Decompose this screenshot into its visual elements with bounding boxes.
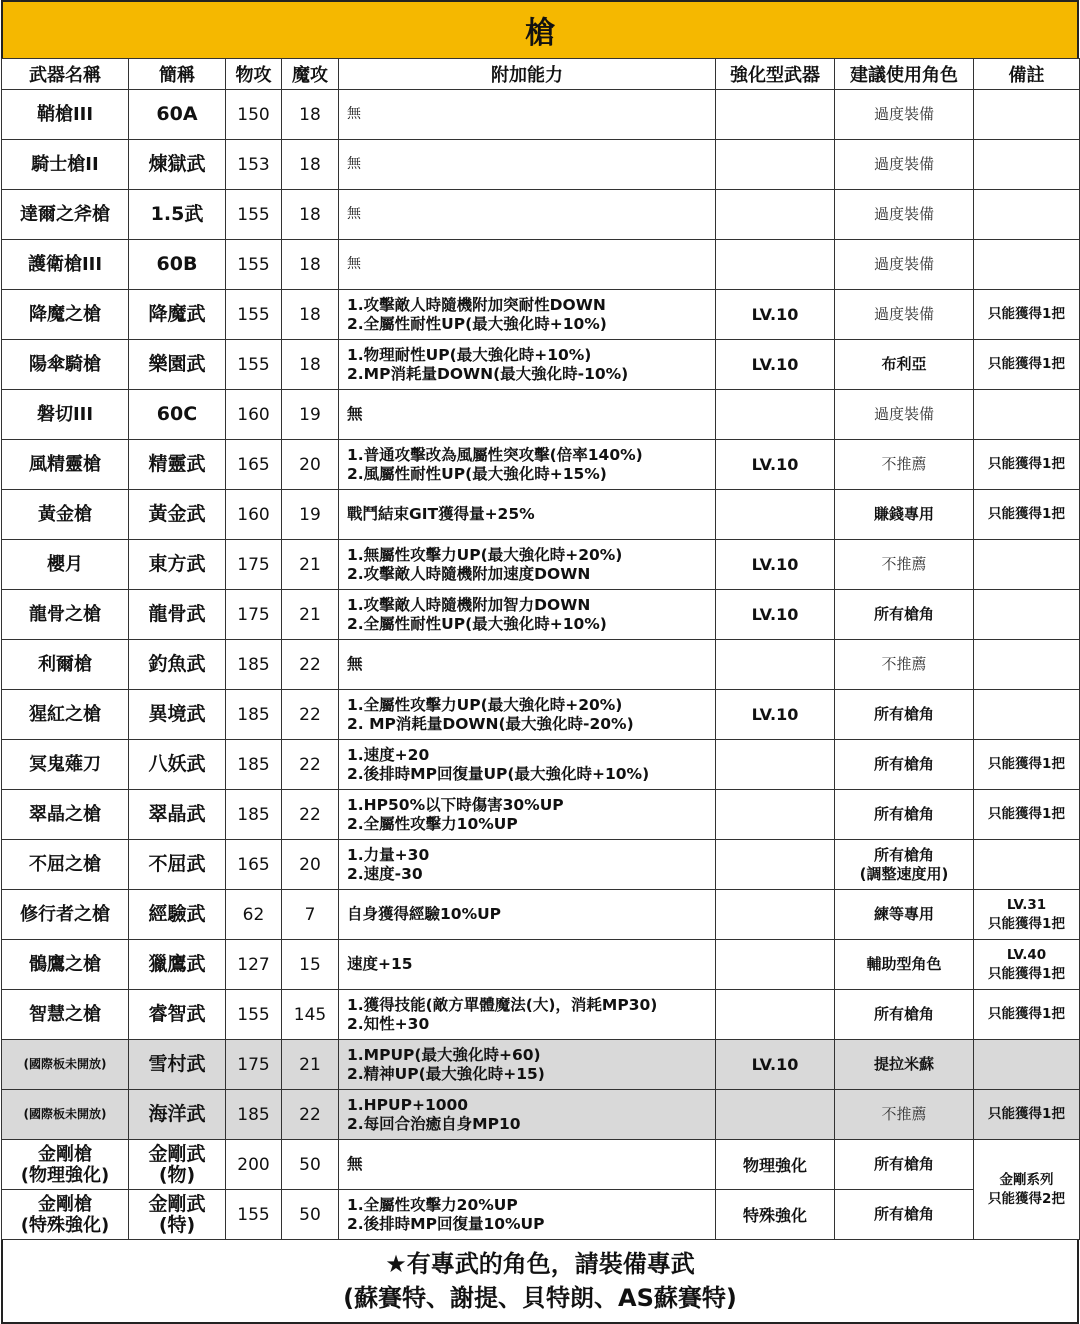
weapon-name-cell: 猩紅之槍 bbox=[2, 690, 129, 740]
physical-attack-cell: 185 bbox=[226, 640, 282, 690]
enhanced-weapon-cell: LV.10 bbox=[716, 290, 835, 340]
recommended-character-cell: 不推薦 bbox=[835, 640, 974, 690]
enhanced-weapon-cell: LV.10 bbox=[716, 440, 835, 490]
recommended-character-cell: 不推薦 bbox=[835, 440, 974, 490]
physical-attack-cell: 175 bbox=[226, 1040, 282, 1090]
ability-line: 1.攻擊敵人時隨機附加突耐性DOWN bbox=[347, 295, 606, 314]
physical-attack-cell: 165 bbox=[226, 440, 282, 490]
physical-attack-cell: 155 bbox=[226, 990, 282, 1040]
ability-line: 2.每回合治癒自身MP10 bbox=[347, 1114, 521, 1133]
recommended-character-cell: 所有槍角 bbox=[835, 990, 974, 1040]
physical-attack-cell: 155 bbox=[226, 290, 282, 340]
recommended-character-cell: 練等專用 bbox=[835, 890, 974, 940]
table-row bbox=[2, 290, 1080, 340]
weapon-name-cell: 利爾槍 bbox=[2, 640, 129, 690]
abbreviation-cell: 60A bbox=[129, 90, 226, 140]
table-row bbox=[2, 1140, 1080, 1190]
remarks-cell bbox=[974, 390, 1080, 440]
enhanced-weapon-cell bbox=[716, 140, 835, 190]
header-abbreviation: 簡稱 bbox=[129, 59, 226, 90]
weapon-name-cell: 翠晶之槍 bbox=[2, 790, 129, 840]
ability-line: 2.攻擊敵人時隨機附加速度DOWN bbox=[347, 564, 591, 583]
header-extra-ability: 附加能力 bbox=[339, 59, 716, 90]
weapon-name-cell: 櫻月 bbox=[2, 540, 129, 590]
remarks-cell bbox=[974, 190, 1080, 240]
ability-cell bbox=[339, 440, 716, 490]
ability-line: 1.無屬性攻擊力UP(最大強化時+20%) bbox=[347, 545, 623, 564]
table-row bbox=[2, 90, 1080, 140]
remarks-cell: 只能獲得1把 bbox=[974, 990, 1080, 1040]
abbreviation-cell: 釣魚武 bbox=[129, 640, 226, 690]
magic-attack-cell: 18 bbox=[282, 340, 339, 390]
ability-line: 1.獲得技能(敵方單體魔法(大)，消耗MP30) bbox=[347, 995, 658, 1014]
enhanced-weapon-cell: LV.10 bbox=[716, 690, 835, 740]
table-row bbox=[2, 390, 1080, 440]
table-row bbox=[2, 890, 1080, 940]
enhanced-weapon-cell: LV.10 bbox=[716, 340, 835, 390]
physical-attack-cell: 165 bbox=[226, 840, 282, 890]
header-recommended-character: 建議使用角色 bbox=[835, 59, 974, 90]
enhanced-weapon-cell bbox=[716, 90, 835, 140]
physical-attack-cell: 200 bbox=[226, 1140, 282, 1190]
weapon-name-cell: 鞘槍III bbox=[2, 90, 129, 140]
magic-attack-cell: 18 bbox=[282, 240, 339, 290]
magic-attack-cell: 19 bbox=[282, 490, 339, 540]
abbreviation-cell: 雪村武 bbox=[129, 1040, 226, 1090]
weapon-name-cell: 冥鬼薙刀 bbox=[2, 740, 129, 790]
ability-cell bbox=[339, 290, 716, 340]
table-row bbox=[2, 1040, 1080, 1090]
recommended-character-cell: 所有槍角 bbox=[835, 1140, 974, 1190]
recommended-character-cell: 輔助型角色 bbox=[835, 940, 974, 990]
enhanced-weapon-cell bbox=[716, 390, 835, 440]
ability-cell bbox=[339, 890, 716, 940]
table-row bbox=[2, 690, 1080, 740]
ability-cell bbox=[339, 240, 716, 290]
weapon-name-cell: 智慧之槍 bbox=[2, 990, 129, 1040]
physical-attack-cell: 185 bbox=[226, 740, 282, 790]
magic-attack-cell: 22 bbox=[282, 790, 339, 840]
table-row bbox=[2, 840, 1080, 890]
ability-line: 2.精神UP(最大強化時+15) bbox=[347, 1064, 545, 1083]
abbreviation-cell: 金剛武 (物) bbox=[129, 1140, 226, 1190]
recommended-character-cell: 所有槍角 bbox=[835, 590, 974, 640]
enhanced-weapon-cell: 物理強化 bbox=[716, 1140, 835, 1190]
ability-line: 速度+15 bbox=[347, 955, 413, 973]
remarks-cell: 只能獲得1把 bbox=[974, 740, 1080, 790]
ability-line: 自身獲得經驗10%UP bbox=[347, 905, 502, 923]
magic-attack-cell: 18 bbox=[282, 90, 339, 140]
physical-attack-cell: 153 bbox=[226, 140, 282, 190]
magic-attack-cell: 22 bbox=[282, 640, 339, 690]
sheet-title: 槍 bbox=[1, 0, 1079, 58]
footer-line-1: ★有專武的角色，請裝備專武 bbox=[385, 1250, 695, 1278]
enhanced-weapon-cell bbox=[716, 640, 835, 690]
physical-attack-cell: 185 bbox=[226, 1090, 282, 1140]
table-row bbox=[2, 990, 1080, 1040]
ability-cell bbox=[339, 1190, 716, 1240]
remarks-cell: 只能獲得1把 bbox=[974, 1090, 1080, 1140]
header-magic-attack: 魔攻 bbox=[282, 59, 339, 90]
physical-attack-cell: 155 bbox=[226, 1190, 282, 1240]
ability-line: 1.HP50%以下時傷害30%UP bbox=[347, 795, 564, 814]
spear-weapon-table bbox=[1, 58, 1080, 1240]
ability-cell bbox=[339, 190, 716, 240]
ability-line: 1.全屬性攻擊力20%UP bbox=[347, 1195, 518, 1214]
recommended-character-cell: 所有槍角 bbox=[835, 740, 974, 790]
physical-attack-cell: 185 bbox=[226, 790, 282, 840]
table-row bbox=[2, 340, 1080, 390]
magic-attack-cell: 18 bbox=[282, 290, 339, 340]
remarks-cell: 只能獲得1把 bbox=[974, 340, 1080, 390]
recommended-character-cell: 過度裝備 bbox=[835, 190, 974, 240]
physical-attack-cell: 185 bbox=[226, 690, 282, 740]
magic-attack-cell: 15 bbox=[282, 940, 339, 990]
magic-attack-cell: 18 bbox=[282, 190, 339, 240]
magic-attack-cell: 7 bbox=[282, 890, 339, 940]
enhanced-weapon-cell bbox=[716, 990, 835, 1040]
magic-attack-cell: 21 bbox=[282, 1040, 339, 1090]
table-row bbox=[2, 240, 1080, 290]
weapon-name-cell: 達爾之斧槍 bbox=[2, 190, 129, 240]
weapon-name-cell: 護衛槍III bbox=[2, 240, 129, 290]
table-row bbox=[2, 190, 1080, 240]
ability-cell bbox=[339, 790, 716, 840]
table-row bbox=[2, 1090, 1080, 1140]
weapon-name-cell: 鶻鷹之槍 bbox=[2, 940, 129, 990]
enhanced-weapon-cell: 特殊強化 bbox=[716, 1190, 835, 1240]
abbreviation-cell: 不屈武 bbox=[129, 840, 226, 890]
table-row bbox=[2, 590, 1080, 640]
abbreviation-cell: 翠晶武 bbox=[129, 790, 226, 840]
weapon-name-cell: 黃金槍 bbox=[2, 490, 129, 540]
abbreviation-cell: 睿智武 bbox=[129, 990, 226, 1040]
recommended-character-cell: 賺錢專用 bbox=[835, 490, 974, 540]
weapon-name-cell: (國際板未開放) bbox=[2, 1090, 129, 1140]
ability-cell bbox=[339, 390, 716, 440]
remarks-cell: 只能獲得1把 bbox=[974, 290, 1080, 340]
ability-line: 無 bbox=[347, 256, 361, 272]
recommended-character-cell: 過度裝備 bbox=[835, 290, 974, 340]
ability-line: 2.後排時MP回復量10%UP bbox=[347, 1214, 545, 1233]
abbreviation-cell: 煉獄武 bbox=[129, 140, 226, 190]
magic-attack-cell: 22 bbox=[282, 690, 339, 740]
ability-cell bbox=[339, 840, 716, 890]
remarks-cell bbox=[974, 840, 1080, 890]
remarks-cell bbox=[974, 540, 1080, 590]
remarks-cell bbox=[974, 140, 1080, 190]
ability-line: 2.速度-30 bbox=[347, 864, 423, 883]
recommended-character-cell: 提拉米蘇 bbox=[835, 1040, 974, 1090]
ability-cell bbox=[339, 1090, 716, 1140]
magic-attack-cell: 50 bbox=[282, 1140, 339, 1190]
weapon-name-cell: 金剛槍 (物理強化) bbox=[2, 1140, 129, 1190]
weapon-name-cell: 陽傘騎槍 bbox=[2, 340, 129, 390]
enhanced-weapon-cell: LV.10 bbox=[716, 590, 835, 640]
remarks-cell bbox=[974, 240, 1080, 290]
table-row bbox=[2, 140, 1080, 190]
remarks-cell bbox=[974, 590, 1080, 640]
table-body bbox=[2, 90, 1080, 1240]
abbreviation-cell: 海洋武 bbox=[129, 1090, 226, 1140]
ability-cell bbox=[339, 940, 716, 990]
table-row bbox=[2, 740, 1080, 790]
ability-line: 1.全屬性攻擊力UP(最大強化時+20%) bbox=[347, 695, 623, 714]
remarks-cell: LV.40 只能獲得1把 bbox=[974, 940, 1080, 990]
adamant-remarks-cell: 金剛系列 只能獲得2把 bbox=[974, 1140, 1080, 1240]
ability-line: 2.風屬性耐性UP(最大強化時+15%) bbox=[347, 464, 607, 483]
weapon-name-cell: 磐切III bbox=[2, 390, 129, 440]
ability-line: 無 bbox=[347, 655, 363, 673]
physical-attack-cell: 175 bbox=[226, 590, 282, 640]
enhanced-weapon-cell: LV.10 bbox=[716, 540, 835, 590]
abbreviation-cell: 1.5武 bbox=[129, 190, 226, 240]
ability-line: 2.MP消耗量DOWN(最大強化時-10%) bbox=[347, 364, 629, 383]
recommended-character-cell: 所有槍角 bbox=[835, 790, 974, 840]
remarks-cell bbox=[974, 90, 1080, 140]
abbreviation-cell: 獵鷹武 bbox=[129, 940, 226, 990]
enhanced-weapon-cell bbox=[716, 240, 835, 290]
physical-attack-cell: 175 bbox=[226, 540, 282, 590]
ability-cell bbox=[339, 340, 716, 390]
table-row bbox=[2, 1190, 1080, 1240]
remarks-cell: LV.31 只能獲得1把 bbox=[974, 890, 1080, 940]
physical-attack-cell: 155 bbox=[226, 340, 282, 390]
weapon-name-cell: (國際板未開放) bbox=[2, 1040, 129, 1090]
ability-line: 1.力量+30 bbox=[347, 845, 430, 864]
magic-attack-cell: 18 bbox=[282, 140, 339, 190]
remarks-cell bbox=[974, 1040, 1080, 1090]
ability-cell bbox=[339, 540, 716, 590]
abbreviation-cell: 60B bbox=[129, 240, 226, 290]
recommended-character-cell: 過度裝備 bbox=[835, 140, 974, 190]
physical-attack-cell: 150 bbox=[226, 90, 282, 140]
ability-line: 2.全屬性耐性UP(最大強化時+10%) bbox=[347, 614, 607, 633]
recommended-character-cell: 不推薦 bbox=[835, 1090, 974, 1140]
abbreviation-cell: 60C bbox=[129, 390, 226, 440]
remarks-cell: 只能獲得1把 bbox=[974, 440, 1080, 490]
weapon-table-sheet bbox=[1, 0, 1079, 1324]
recommended-character-cell: 過度裝備 bbox=[835, 90, 974, 140]
ability-line: 2. MP消耗量DOWN(最大強化時-20%) bbox=[347, 714, 634, 733]
ability-line: 1.HPUP+1000 bbox=[347, 1095, 469, 1114]
ability-cell bbox=[339, 140, 716, 190]
remarks-cell bbox=[974, 640, 1080, 690]
ability-line: 2.全屬性攻擊力10%UP bbox=[347, 814, 518, 833]
ability-cell bbox=[339, 490, 716, 540]
abbreviation-cell: 龍骨武 bbox=[129, 590, 226, 640]
enhanced-weapon-cell bbox=[716, 790, 835, 840]
abbreviation-cell: 精靈武 bbox=[129, 440, 226, 490]
physical-attack-cell: 62 bbox=[226, 890, 282, 940]
enhanced-weapon-cell: LV.10 bbox=[716, 1040, 835, 1090]
magic-attack-cell: 145 bbox=[282, 990, 339, 1040]
magic-attack-cell: 21 bbox=[282, 590, 339, 640]
ability-line: 1.普通攻擊改為風屬性突攻擊(倍率140%) bbox=[347, 445, 643, 464]
ability-line: 2.知性+30 bbox=[347, 1014, 430, 1033]
recommended-character-cell: 不推薦 bbox=[835, 540, 974, 590]
weapon-name-cell: 金剛槍 (特殊強化) bbox=[2, 1190, 129, 1240]
table-row bbox=[2, 790, 1080, 840]
header-row bbox=[2, 59, 1080, 90]
footer-note bbox=[1, 1240, 1079, 1324]
enhanced-weapon-cell bbox=[716, 190, 835, 240]
ability-line: 2.後排時MP回復量UP(最大強化時+10%) bbox=[347, 764, 650, 783]
enhanced-weapon-cell bbox=[716, 940, 835, 990]
recommended-character-cell: 過度裝備 bbox=[835, 390, 974, 440]
physical-attack-cell: 155 bbox=[226, 190, 282, 240]
ability-line: 無 bbox=[347, 156, 361, 172]
abbreviation-cell: 金剛武 (特) bbox=[129, 1190, 226, 1240]
abbreviation-cell: 東方武 bbox=[129, 540, 226, 590]
ability-cell bbox=[339, 1140, 716, 1190]
header-physical-attack: 物攻 bbox=[226, 59, 282, 90]
enhanced-weapon-cell bbox=[716, 490, 835, 540]
physical-attack-cell: 127 bbox=[226, 940, 282, 990]
table-row bbox=[2, 490, 1080, 540]
abbreviation-cell: 降魔武 bbox=[129, 290, 226, 340]
abbreviation-cell: 八妖武 bbox=[129, 740, 226, 790]
abbreviation-cell: 樂園武 bbox=[129, 340, 226, 390]
ability-cell bbox=[339, 990, 716, 1040]
ability-line: 1.速度+20 bbox=[347, 745, 430, 764]
ability-line: 無 bbox=[347, 106, 361, 122]
physical-attack-cell: 160 bbox=[226, 390, 282, 440]
magic-attack-cell: 22 bbox=[282, 1090, 339, 1140]
recommended-character-cell: 所有槍角 bbox=[835, 1190, 974, 1240]
table-row bbox=[2, 540, 1080, 590]
ability-line: 1.攻擊敵人時隨機附加智力DOWN bbox=[347, 595, 591, 614]
table-row bbox=[2, 940, 1080, 990]
remarks-cell: 只能獲得1把 bbox=[974, 790, 1080, 840]
header-weapon-name: 武器名稱 bbox=[2, 59, 129, 90]
ability-line: 無 bbox=[347, 1155, 363, 1173]
weapon-name-cell: 不屈之槍 bbox=[2, 840, 129, 890]
ability-line: 無 bbox=[347, 405, 363, 423]
abbreviation-cell: 黃金武 bbox=[129, 490, 226, 540]
weapon-name-cell: 風精靈槍 bbox=[2, 440, 129, 490]
header-remarks: 備註 bbox=[974, 59, 1080, 90]
enhanced-weapon-cell bbox=[716, 740, 835, 790]
ability-cell bbox=[339, 1040, 716, 1090]
ability-cell bbox=[339, 90, 716, 140]
magic-attack-cell: 22 bbox=[282, 740, 339, 790]
weapon-name-cell: 修行者之槍 bbox=[2, 890, 129, 940]
enhanced-weapon-cell bbox=[716, 890, 835, 940]
recommended-character-cell: 布利亞 bbox=[835, 340, 974, 390]
ability-cell bbox=[339, 590, 716, 640]
enhanced-weapon-cell bbox=[716, 840, 835, 890]
remarks-cell bbox=[974, 690, 1080, 740]
magic-attack-cell: 21 bbox=[282, 540, 339, 590]
footer-line-2: (蘇賽特、謝提、貝特朗、AS蘇賽特) bbox=[343, 1284, 737, 1312]
ability-cell bbox=[339, 640, 716, 690]
ability-cell bbox=[339, 690, 716, 740]
ability-line: 2.全屬性耐性UP(最大強化時+10%) bbox=[347, 314, 607, 333]
weapon-name-cell: 降魔之槍 bbox=[2, 290, 129, 340]
magic-attack-cell: 20 bbox=[282, 840, 339, 890]
weapon-name-cell: 騎士槍II bbox=[2, 140, 129, 190]
recommended-character-cell: 所有槍角 bbox=[835, 690, 974, 740]
recommended-character-cell: 過度裝備 bbox=[835, 240, 974, 290]
physical-attack-cell: 160 bbox=[226, 490, 282, 540]
magic-attack-cell: 19 bbox=[282, 390, 339, 440]
ability-line: 1.MPUP(最大強化時+60) bbox=[347, 1045, 541, 1064]
ability-line: 1.物理耐性UP(最大強化時+10%) bbox=[347, 345, 592, 364]
table-row bbox=[2, 640, 1080, 690]
ability-cell bbox=[339, 740, 716, 790]
recommended-character-cell: 所有槍角 (調整速度用) bbox=[835, 840, 974, 890]
abbreviation-cell: 經驗武 bbox=[129, 890, 226, 940]
magic-attack-cell: 50 bbox=[282, 1190, 339, 1240]
ability-line: 無 bbox=[347, 206, 361, 222]
table-row bbox=[2, 440, 1080, 490]
physical-attack-cell: 155 bbox=[226, 240, 282, 290]
abbreviation-cell: 異境武 bbox=[129, 690, 226, 740]
header-enhanced-weapon: 強化型武器 bbox=[716, 59, 835, 90]
enhanced-weapon-cell bbox=[716, 1090, 835, 1140]
weapon-name-cell: 龍骨之槍 bbox=[2, 590, 129, 640]
ability-line: 戰鬥結束GIT獲得量+25% bbox=[347, 505, 535, 523]
remarks-cell: 只能獲得1把 bbox=[974, 490, 1080, 540]
magic-attack-cell: 20 bbox=[282, 440, 339, 490]
